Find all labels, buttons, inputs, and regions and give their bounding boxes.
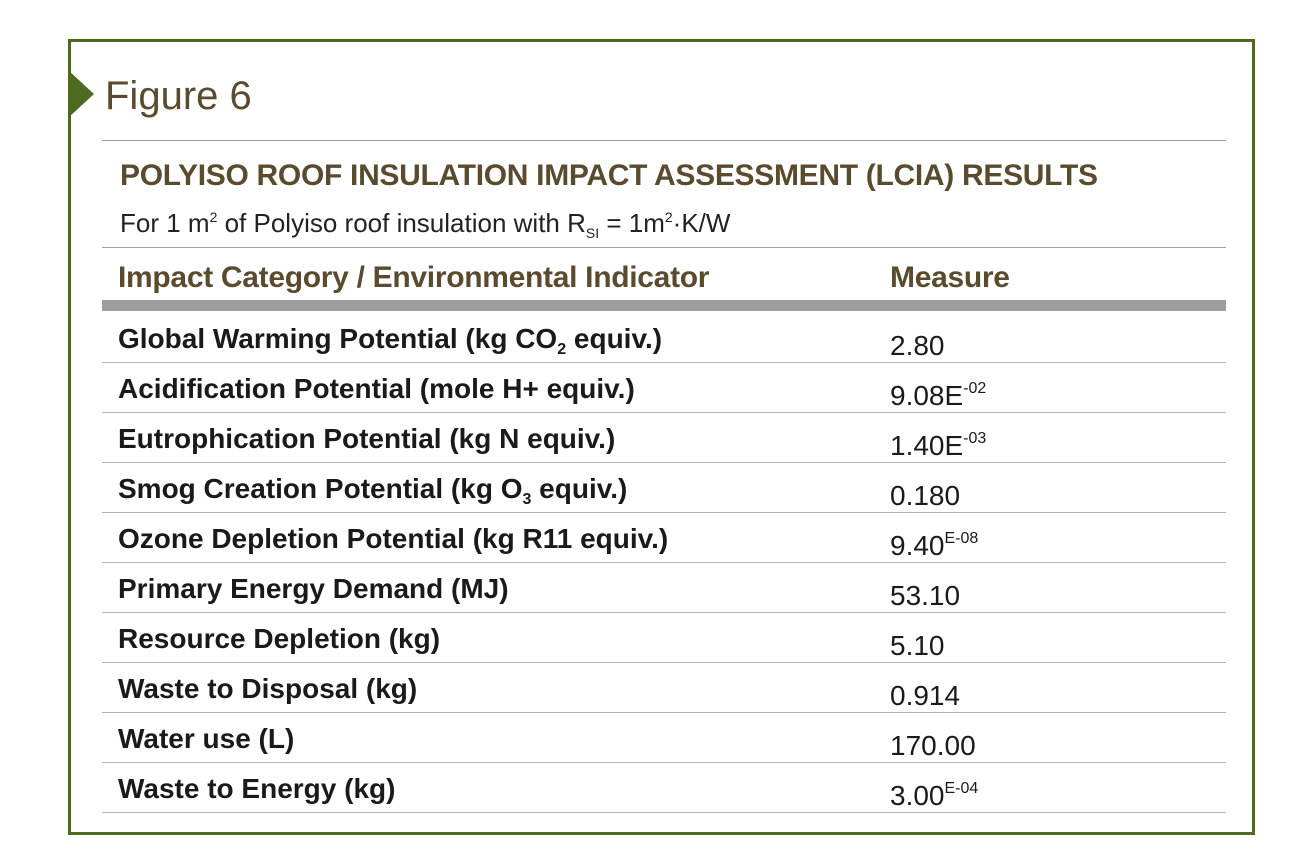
measure-value: 9.40	[890, 530, 945, 561]
measure-value: 170.00	[890, 730, 976, 761]
category-subscript: 2	[557, 341, 567, 358]
row-measure	[890, 671, 960, 714]
subtitle-sub: SI	[585, 225, 600, 241]
category-text: Ozone Depletion Potential (kg R11 equiv.)	[118, 523, 669, 554]
category-text-end: equiv.)	[566, 323, 663, 354]
row-measure	[890, 721, 976, 764]
measure-value: 53.10	[890, 580, 961, 611]
measure-value: 3.00	[890, 780, 945, 811]
row-measure	[890, 771, 978, 814]
header-bar	[102, 300, 1226, 311]
row-category	[118, 621, 440, 668]
row-measure	[890, 371, 986, 414]
table-row	[102, 713, 1226, 763]
measure-value: 5.10	[890, 630, 945, 661]
row-category	[118, 521, 668, 568]
category-text-end: equiv.)	[531, 473, 628, 504]
measure-value: 9.08E	[890, 380, 964, 411]
table-row	[102, 363, 1226, 413]
column-header-measure: Measure	[890, 261, 1010, 294]
row-category	[118, 721, 294, 768]
table-row	[102, 763, 1226, 813]
table-subtitle	[120, 200, 730, 250]
table-row	[102, 663, 1226, 713]
row-category	[118, 771, 395, 818]
measure-value: 0.180	[890, 480, 961, 511]
frame-arrow-marker	[68, 70, 94, 118]
measure-value: 1.40E	[890, 430, 964, 461]
table-row	[102, 413, 1226, 463]
table-title: POLYISO ROOF INSULATION IMPACT ASSESSMENT (LCIA) RESULTS	[120, 159, 1098, 192]
row-category	[118, 421, 615, 468]
row-category	[118, 321, 662, 368]
row-category	[118, 571, 509, 618]
category-text: Waste to Disposal (kg)	[118, 673, 418, 704]
row-category	[118, 371, 635, 418]
subtitle-prefix: For 1 m	[120, 208, 210, 238]
category-subscript: 3	[522, 491, 532, 508]
row-category	[118, 671, 417, 718]
measure-exponent: -03	[963, 430, 987, 447]
row-measure	[890, 521, 978, 564]
measure-value: 2.80	[890, 330, 945, 361]
measure-exponent: -02	[963, 380, 987, 397]
table-body	[102, 313, 1226, 813]
divider-top	[102, 140, 1226, 141]
row-measure	[890, 321, 945, 364]
row-category	[118, 471, 627, 518]
category-text: Acidification Potential (mole H+ equiv.)	[118, 373, 635, 404]
subtitle-sup-1: 2	[209, 209, 218, 225]
column-header-category: Impact Category / Environmental Indicator	[118, 261, 710, 294]
row-measure	[890, 621, 945, 664]
subtitle-eq: = 1m	[599, 208, 665, 238]
row-measure	[890, 571, 960, 614]
figure-label: Figure 6	[105, 74, 252, 118]
category-text: Primary Energy Demand (MJ)	[118, 573, 509, 604]
table-row	[102, 313, 1226, 363]
measure-exponent: E-08	[944, 530, 979, 547]
measure-value: 0.914	[890, 680, 961, 711]
category-text: Resource Depletion (kg)	[118, 623, 441, 654]
subtitle-suffix: ·K/W	[672, 208, 731, 238]
measure-exponent: E-04	[944, 780, 979, 797]
subtitle-sup-2: 2	[664, 209, 673, 225]
row-measure	[890, 421, 986, 464]
category-text: Waste to Energy (kg)	[118, 773, 396, 804]
table-row	[102, 613, 1226, 663]
category-text: Global Warming Potential (kg CO	[118, 323, 558, 354]
table-row	[102, 563, 1226, 613]
table-row	[102, 463, 1226, 513]
category-text: Smog Creation Potential (kg O	[118, 473, 523, 504]
row-measure	[890, 471, 960, 514]
category-text: Water use (L)	[118, 723, 295, 754]
divider-mid	[102, 247, 1226, 248]
subtitle-mid: of Polyiso roof insulation with R	[217, 208, 586, 238]
category-text: Eutrophication Potential (kg N equiv.)	[118, 423, 616, 454]
table-row	[102, 513, 1226, 563]
